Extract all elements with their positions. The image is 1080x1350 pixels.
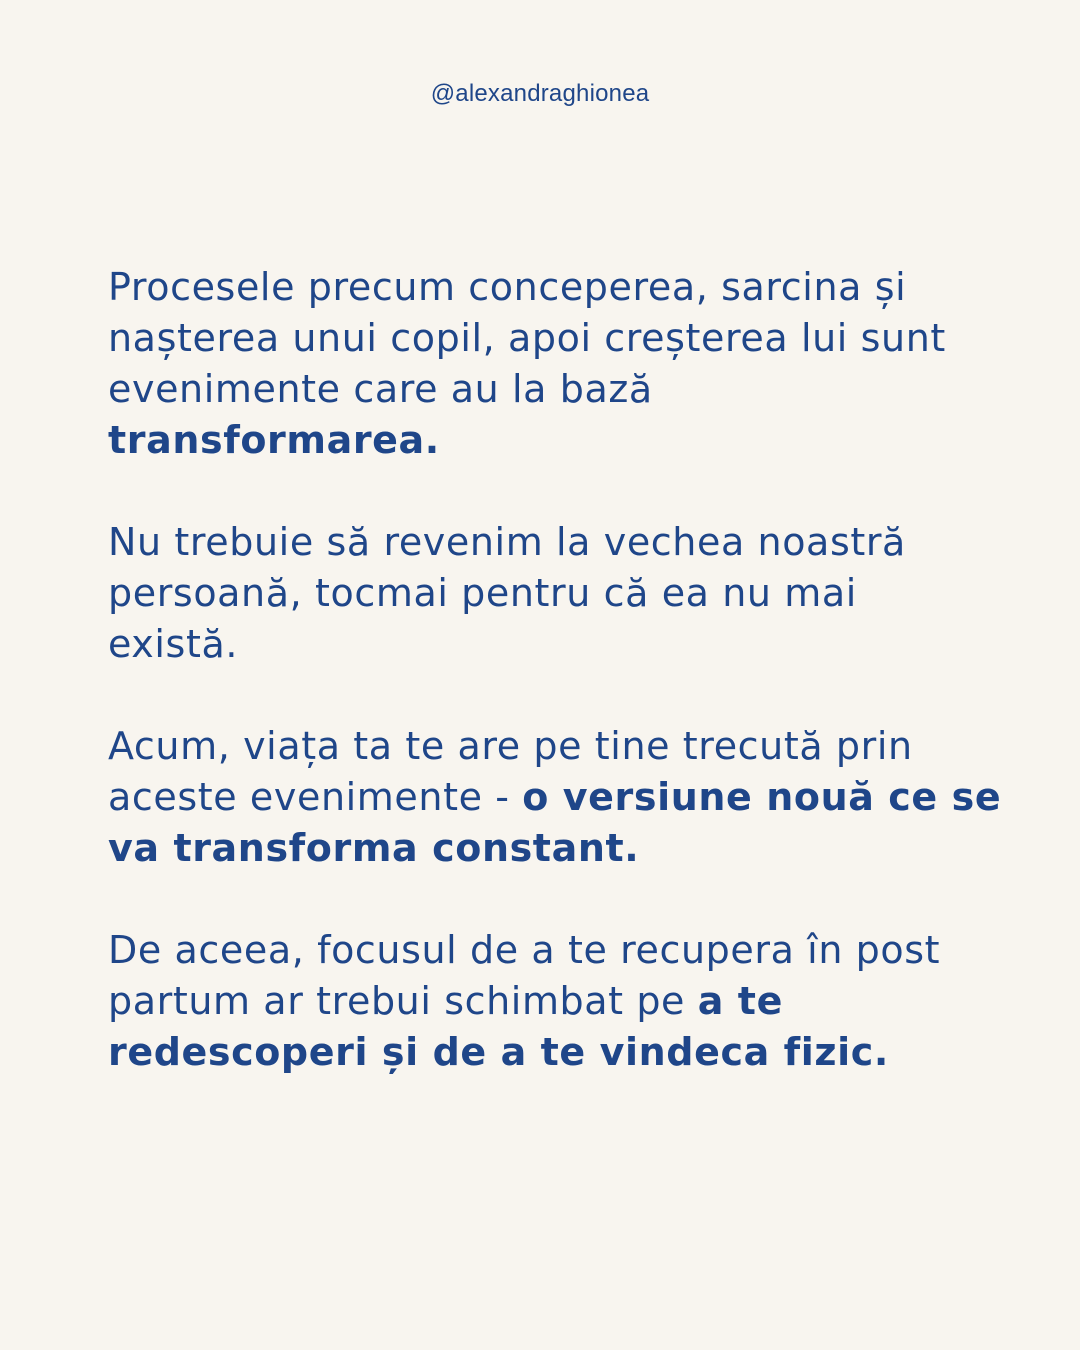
author-handle: @alexandraghionea	[430, 80, 650, 107]
text-segment: aceste evenimente -	[108, 775, 523, 819]
text-line: persoană, tocmai pentru că ea nu mai	[108, 571, 857, 615]
paragraph-1	[108, 262, 988, 466]
emphasis-text: va transforma constant.	[108, 826, 640, 870]
text-line: nașterea unui copil, apoi creșterea lui sunt	[108, 316, 946, 360]
emphasis-text: o versiune nouă ce se	[522, 775, 1002, 819]
paragraph-4	[108, 925, 988, 1078]
emphasis-text: redescoperi și de a te vindeca fizic.	[108, 1030, 889, 1074]
text-line: De aceea, focusul de a te recupera în post	[108, 928, 941, 972]
text-line: evenimente care au la bază	[108, 367, 653, 411]
emphasis-text: a te	[697, 979, 783, 1023]
text-line: Procesele precum conceperea, sarcina și	[108, 265, 907, 309]
text-line	[108, 772, 1002, 823]
text-segment: partum ar trebui schimbat pe	[108, 979, 698, 1023]
text-line: Acum, viața ta te are pe tine trecută prin	[108, 724, 913, 768]
paragraph-3	[108, 721, 1002, 874]
text-line: Nu trebuie să revenim la vechea noastră	[108, 520, 906, 564]
paragraph-2	[108, 517, 988, 670]
emphasis-text: transformarea.	[108, 418, 440, 462]
text-line: există.	[108, 622, 239, 666]
text-line	[108, 976, 988, 1027]
main-text	[108, 262, 1002, 1129]
